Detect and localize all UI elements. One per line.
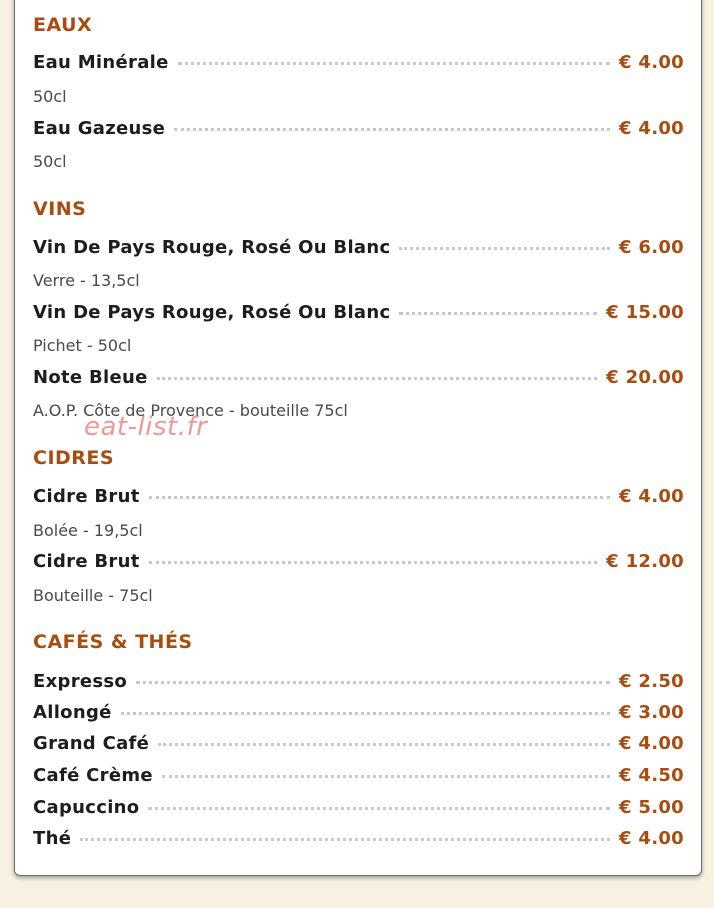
item-price: € 12.00	[606, 551, 684, 572]
dot-leader	[157, 377, 598, 380]
item-name: Thé	[33, 828, 72, 849]
item-description: Verre - 13,5cl	[33, 271, 140, 290]
item-description: Bouteille - 75cl	[33, 586, 153, 605]
dot-leader	[149, 561, 598, 564]
item-name: Vin De Pays Rouge, Rosé Ou Blanc	[33, 237, 391, 258]
dot-leader	[121, 712, 610, 715]
item-price: € 15.00	[606, 302, 684, 323]
item-name: Eau Minérale	[33, 52, 169, 73]
section-title-eaux: EAUX	[33, 14, 93, 36]
item-description: Pichet - 50cl	[33, 336, 132, 355]
dot-leader	[136, 681, 610, 684]
menu-item	[33, 828, 684, 854]
item-price: € 20.00	[606, 367, 684, 388]
dot-leader	[148, 807, 610, 810]
item-name: Allongé	[33, 702, 112, 723]
section-title-cidres: CIDRES	[33, 447, 115, 469]
menu-item	[33, 302, 684, 328]
item-name: Cidre Brut	[33, 551, 140, 572]
dot-leader	[178, 62, 610, 65]
item-description: Bolée - 19,5cl	[33, 521, 143, 540]
item-price: € 5.00	[618, 797, 684, 818]
menu-item	[33, 367, 684, 393]
item-name: Vin De Pays Rouge, Rosé Ou Blanc	[33, 302, 391, 323]
item-price: € 2.50	[618, 671, 684, 692]
dot-leader	[80, 838, 610, 841]
item-price: € 3.00	[618, 702, 684, 723]
menu-item	[33, 702, 684, 728]
item-name: Café Crème	[33, 765, 153, 786]
item-name: Cidre Brut	[33, 486, 140, 507]
item-name: Eau Gazeuse	[33, 118, 166, 139]
dot-leader	[174, 128, 610, 131]
section-title-cafes-thes: CAFÉS & THÉS	[33, 631, 193, 653]
item-description: 50cl	[33, 87, 67, 106]
item-description: A.O.P. Côte de Provence - bouteille 75cl	[33, 401, 348, 420]
item-price: € 4.50	[618, 765, 684, 786]
menu-item	[33, 551, 684, 577]
section-title-vins: VINS	[33, 198, 87, 220]
item-price: € 4.00	[618, 733, 684, 754]
item-description: 50cl	[33, 152, 67, 171]
dot-leader	[399, 312, 597, 315]
item-price: € 6.00	[618, 237, 684, 258]
menu-item	[33, 765, 684, 791]
item-price: € 4.00	[618, 486, 684, 507]
menu-item	[33, 52, 684, 78]
menu-item	[33, 733, 684, 759]
dot-leader	[158, 743, 610, 746]
dot-leader	[162, 775, 610, 778]
item-price: € 4.00	[618, 828, 684, 849]
menu-item	[33, 237, 684, 263]
item-name: Note Bleue	[33, 367, 148, 388]
item-name: Grand Café	[33, 733, 150, 754]
menu-item	[33, 486, 684, 512]
menu-item	[33, 671, 684, 697]
item-price: € 4.00	[618, 118, 684, 139]
item-name: Capuccino	[33, 797, 140, 818]
item-name: Expresso	[33, 671, 128, 692]
item-price: € 4.00	[618, 52, 684, 73]
watermark: eat-list.fr	[84, 412, 208, 442]
menu-item	[33, 118, 684, 144]
dot-leader	[399, 247, 610, 250]
menu-item	[33, 797, 684, 823]
dot-leader	[149, 496, 610, 499]
